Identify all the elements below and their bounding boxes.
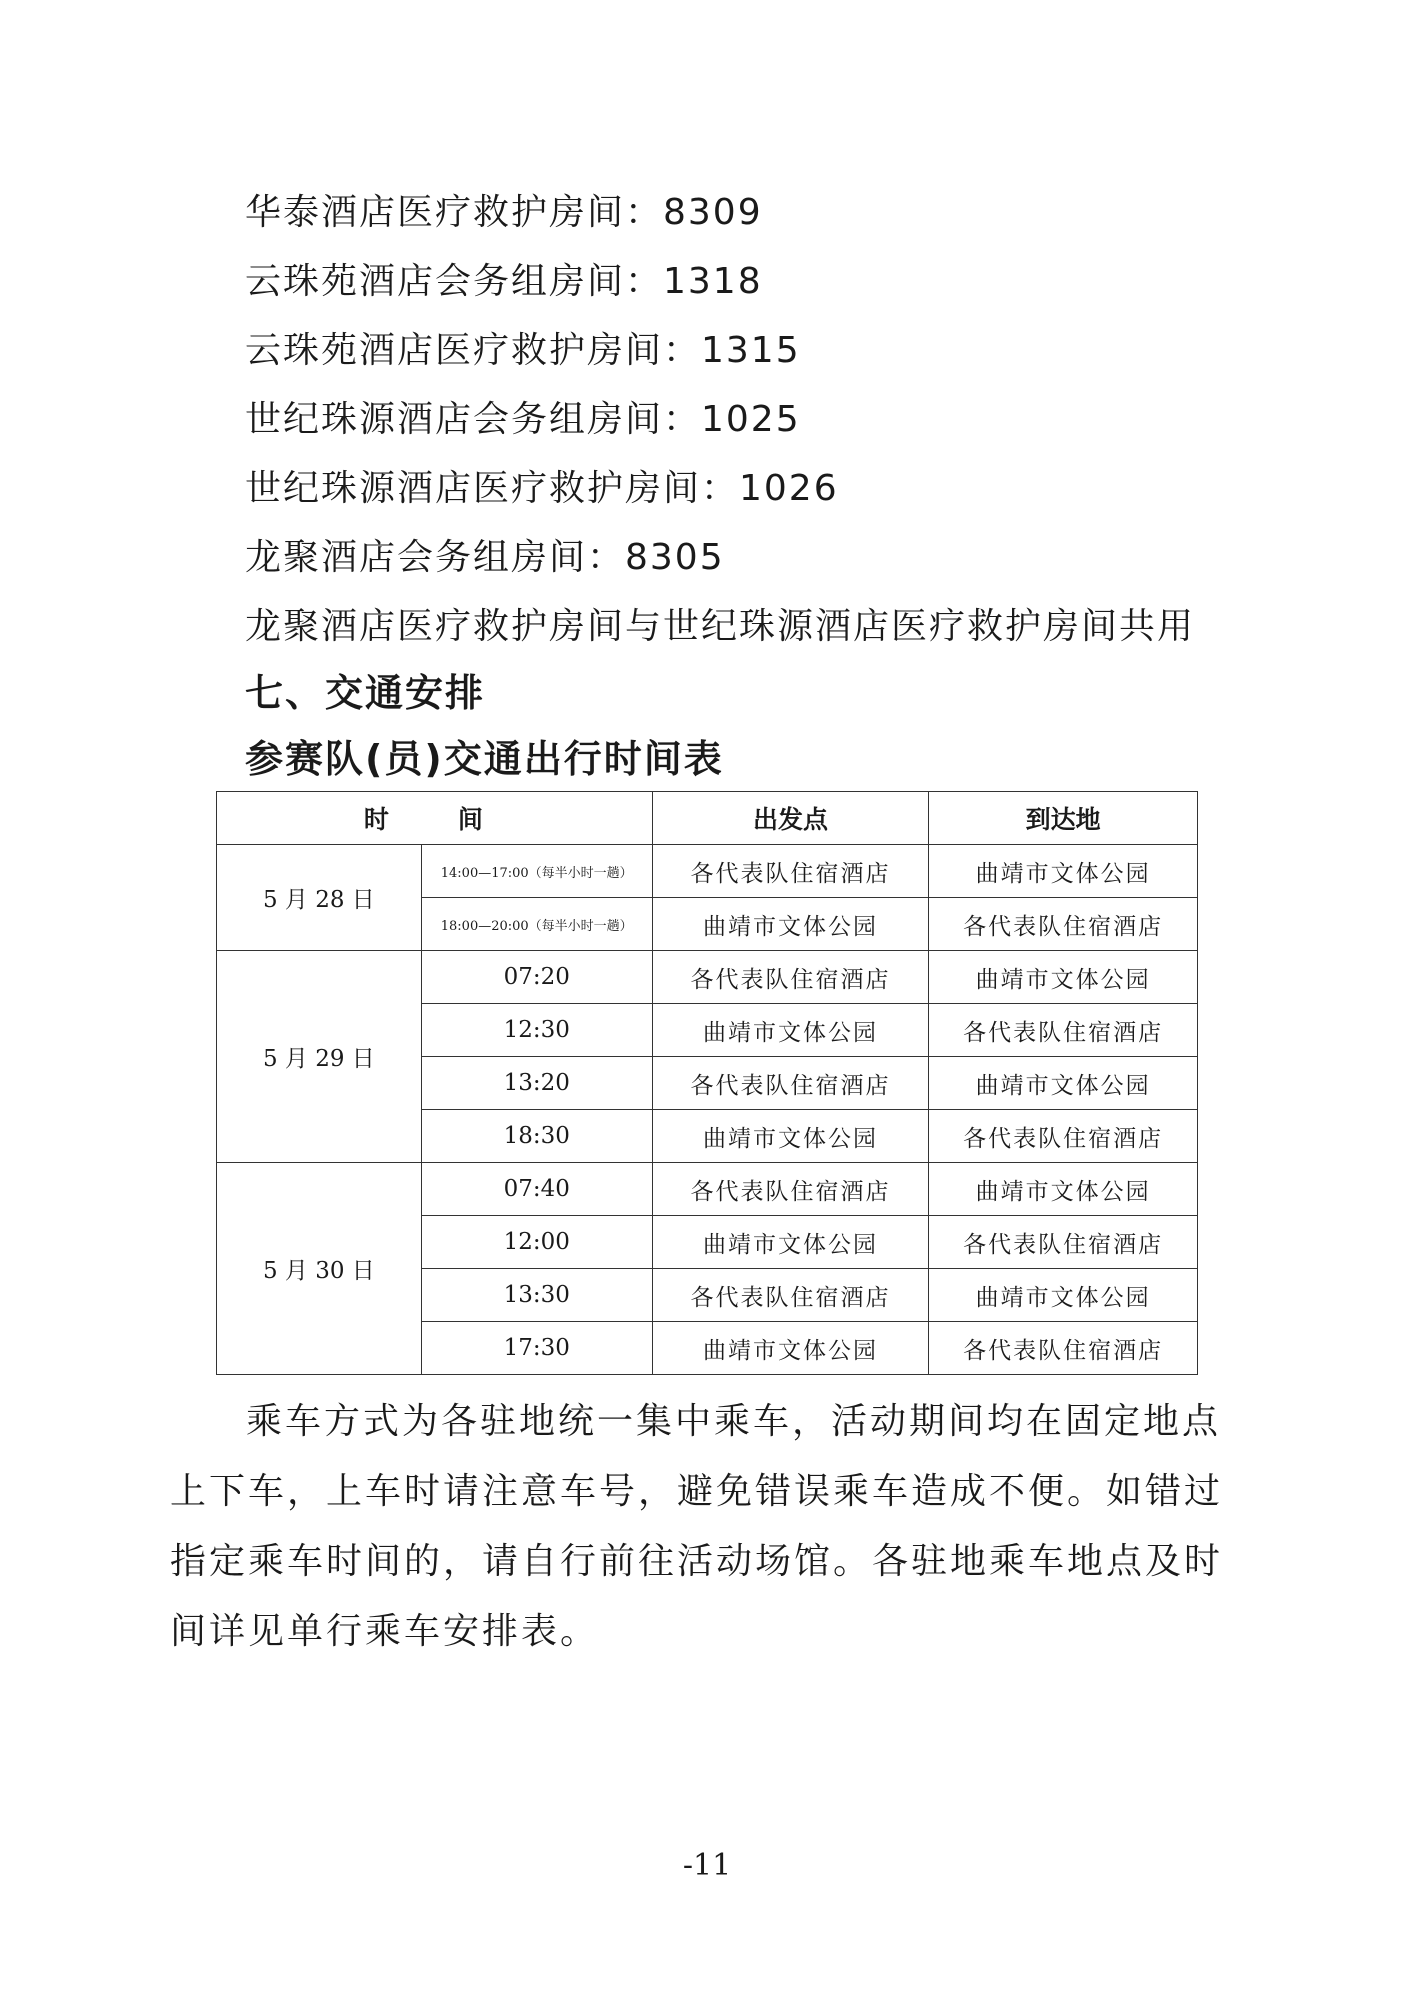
- depart-cell: 各代表队住宿酒店: [652, 1057, 929, 1110]
- time-cell: 14:00—17:00（每半小时一趟）: [421, 845, 652, 898]
- section-heading: 七、交通安排: [245, 671, 486, 715]
- arrive-cell: 各代表队住宿酒店: [929, 1216, 1198, 1269]
- room-line: 世纪珠源酒店会务组房间：1025: [245, 399, 801, 440]
- room-line: 华泰酒店医疗救护房间：8309: [245, 192, 763, 233]
- room-line: 龙聚酒店会务组房间：8305: [245, 537, 725, 578]
- room-line: 世纪珠源酒店医疗救护房间：1026: [245, 468, 839, 509]
- depart-cell: 曲靖市文体公园: [652, 1004, 929, 1057]
- depart-cell: 曲靖市文体公园: [652, 898, 929, 951]
- arrive-cell: 各代表队住宿酒店: [929, 898, 1198, 951]
- date-cell: 5 月 30 日: [217, 1163, 422, 1375]
- arrive-cell: 曲靖市文体公园: [929, 951, 1198, 1004]
- arrive-cell: 曲靖市文体公园: [929, 1269, 1198, 1322]
- page-number: -11: [682, 1848, 732, 1883]
- table-title: 参赛队(员)交通出行时间表: [245, 737, 724, 781]
- date-cell: 5 月 28 日: [217, 845, 422, 951]
- time-cell: 07:20: [421, 951, 652, 1004]
- boarding-instructions-paragraph: 乘车方式为各驻地统一集中乘车，活动期间均在固定地点上下车，上车时请注意车号，避免错误乘车造成不便。如错过指定乘车时间的，请自行前往活动场馆。各驻地乘车地点及时间详见单行乘车安排表。: [170, 1401, 1224, 1652]
- header-arrive: 到达地: [929, 792, 1198, 845]
- room-list: [245, 178, 1195, 661]
- table-row: [217, 845, 1198, 898]
- arrive-cell: 各代表队住宿酒店: [929, 1004, 1198, 1057]
- depart-cell: 曲靖市文体公园: [652, 1322, 929, 1375]
- table-row: [217, 951, 1198, 1004]
- depart-cell: 曲靖市文体公园: [652, 1110, 929, 1163]
- header-time: 时 间: [217, 792, 653, 845]
- depart-cell: 各代表队住宿酒店: [652, 1269, 929, 1322]
- depart-cell: 各代表队住宿酒店: [652, 1163, 929, 1216]
- date-cell: 5 月 29 日: [217, 951, 422, 1163]
- time-cell: 07:40: [421, 1163, 652, 1216]
- table-row: [217, 1163, 1198, 1216]
- room-line: 龙聚酒店医疗救护房间与世纪珠源酒店医疗救护房间共用: [245, 606, 1196, 647]
- depart-cell: 各代表队住宿酒店: [652, 951, 929, 1004]
- time-cell: 18:00—20:00（每半小时一趟）: [421, 898, 652, 951]
- depart-cell: 各代表队住宿酒店: [652, 845, 929, 898]
- arrive-cell: 曲靖市文体公园: [929, 1057, 1198, 1110]
- time-cell: 13:20: [421, 1057, 652, 1110]
- room-line: 云珠苑酒店医疗救护房间：1315: [245, 330, 801, 371]
- time-cell: 17:30: [421, 1322, 652, 1375]
- room-line: 云珠苑酒店会务组房间：1318: [245, 261, 763, 302]
- arrive-cell: 各代表队住宿酒店: [929, 1322, 1198, 1375]
- header-depart: 出发点: [652, 792, 929, 845]
- time-cell: 13:30: [421, 1269, 652, 1322]
- depart-cell: 曲靖市文体公园: [652, 1216, 929, 1269]
- time-cell: 12:30: [421, 1004, 652, 1057]
- arrive-cell: 曲靖市文体公园: [929, 1163, 1198, 1216]
- table-header-row: [217, 792, 1198, 845]
- time-cell: 12:00: [421, 1216, 652, 1269]
- arrive-cell: 曲靖市文体公园: [929, 845, 1198, 898]
- transport-schedule-table: [216, 791, 1198, 1375]
- time-cell: 18:30: [421, 1110, 652, 1163]
- arrive-cell: 各代表队住宿酒店: [929, 1110, 1198, 1163]
